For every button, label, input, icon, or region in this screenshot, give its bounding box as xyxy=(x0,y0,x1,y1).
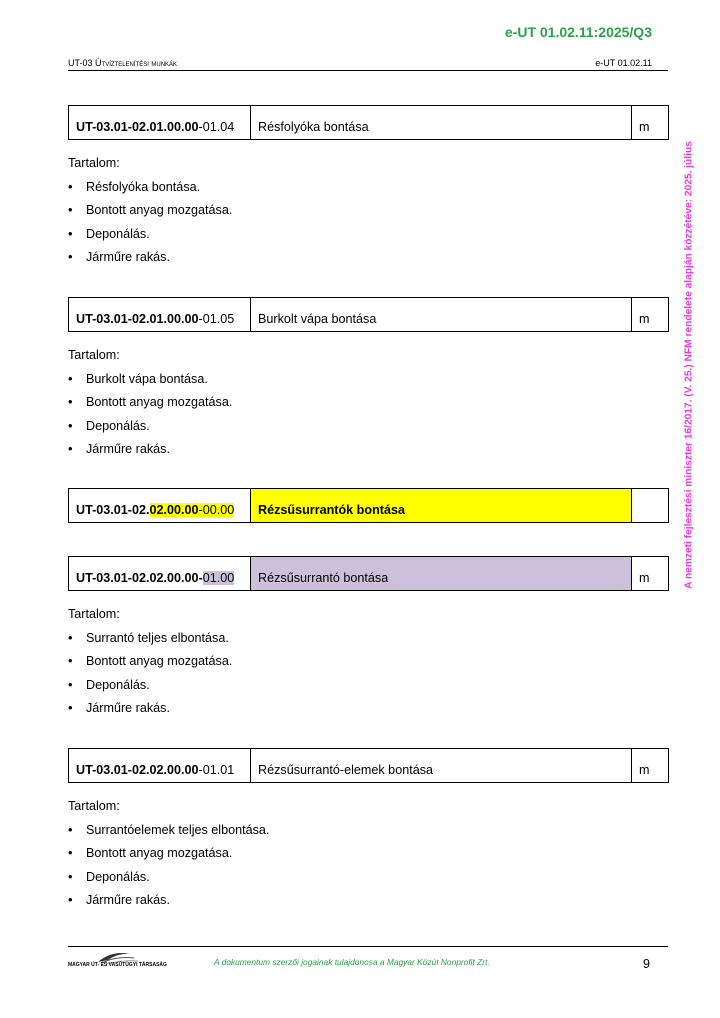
list-item: • Járműre rakás. xyxy=(68,891,269,914)
item-name: Résfolyóka bontása xyxy=(251,106,632,139)
section-title: Útvíztelenítési munkák xyxy=(95,58,178,68)
group-unit xyxy=(632,489,668,522)
document-reference: e-UT 01.02.11 xyxy=(595,58,652,68)
item-code: UT-03.01-02.02.00.00- 01.00 xyxy=(69,557,251,590)
content-label: Tartalom: xyxy=(68,799,120,813)
group-code: UT-03.01-02. 02.00.00 -00.00 xyxy=(69,489,251,522)
list-item: • Burkolt vápa bontása. xyxy=(68,370,232,393)
bullet-list xyxy=(68,370,232,463)
side-publication-note xyxy=(680,97,698,632)
item-table xyxy=(68,556,669,591)
item-code: UT-03.01-02.01.00.00 -01.04 xyxy=(69,106,251,139)
item-name: Rézsűsurrantó-elemek bontása xyxy=(251,749,632,782)
item-unit: m xyxy=(639,312,650,326)
list-item: • Járműre rakás. xyxy=(68,440,232,463)
society-logo xyxy=(68,948,167,970)
document-code: e-UT 01.02.11:2025/Q3 xyxy=(504,24,652,40)
list-item: • Deponálás. xyxy=(68,868,269,891)
bullet-list xyxy=(68,178,232,271)
item-code: UT-03.01-02.02.00.00 -01.01 xyxy=(69,749,251,782)
item-content xyxy=(68,346,232,463)
list-item: • Bontott anyag mozgatása. xyxy=(68,393,232,416)
item-name: Burkolt vápa bontása xyxy=(251,298,632,331)
item-code: UT-03.01-02.01.00.00 -01.05 xyxy=(69,298,251,331)
side-note-text: A nemzeti fejlesztési miniszter 16/2017. (V. 25.) NFM rendelete alapján közzétéve: 2025. július xyxy=(683,140,695,589)
list-item: • Bontott anyag mozgatása. xyxy=(68,844,269,867)
list-item: • Surrantó teljes elbontása. xyxy=(68,629,232,652)
logo-text: MAGYAR ÚT- ÉS VASÚTÜGYI TÁRSASÁG xyxy=(68,962,167,968)
list-item: • Surrantóelemek teljes elbontása. xyxy=(68,821,269,844)
page-number: 9 xyxy=(642,957,650,971)
group-name: Rézsűsurrantók bontása xyxy=(251,489,632,522)
list-item: • Bontott anyag mozgatása. xyxy=(68,201,232,224)
list-item: • Résfolyóka bontása. xyxy=(68,178,232,201)
list-item: • Deponálás. xyxy=(68,417,232,440)
copyright-notice: A dokumentum szerzői jogainak tulajdonosa a Magyar Közút Nonprofit Zrt. xyxy=(214,957,490,967)
bullet-list xyxy=(68,821,269,914)
item-content xyxy=(68,797,269,914)
content-label: Tartalom: xyxy=(68,607,120,621)
content-label: Tartalom: xyxy=(68,348,120,362)
section-prefix: UT-03 xyxy=(68,58,93,68)
list-item: • Deponálás. xyxy=(68,225,232,248)
content-label: Tartalom: xyxy=(68,156,120,170)
list-item: • Deponálás. xyxy=(68,676,232,699)
list-item: • Járműre rakás. xyxy=(68,248,232,271)
item-content xyxy=(68,605,232,722)
item-name: Rézsűsurrantó bontása xyxy=(251,557,632,590)
footer-divider xyxy=(68,946,668,947)
item-content xyxy=(68,154,232,271)
group-table xyxy=(68,488,669,523)
list-item: • Bontott anyag mozgatása. xyxy=(68,652,232,675)
item-table xyxy=(68,105,669,140)
header-divider xyxy=(68,70,668,71)
item-unit: m xyxy=(639,120,650,134)
list-item: • Járműre rakás. xyxy=(68,699,232,722)
item-table xyxy=(68,748,669,783)
section-header xyxy=(68,58,177,68)
item-table xyxy=(68,297,669,332)
bullet-list xyxy=(68,629,232,722)
item-unit: m xyxy=(639,571,650,585)
item-unit: m xyxy=(639,763,650,777)
